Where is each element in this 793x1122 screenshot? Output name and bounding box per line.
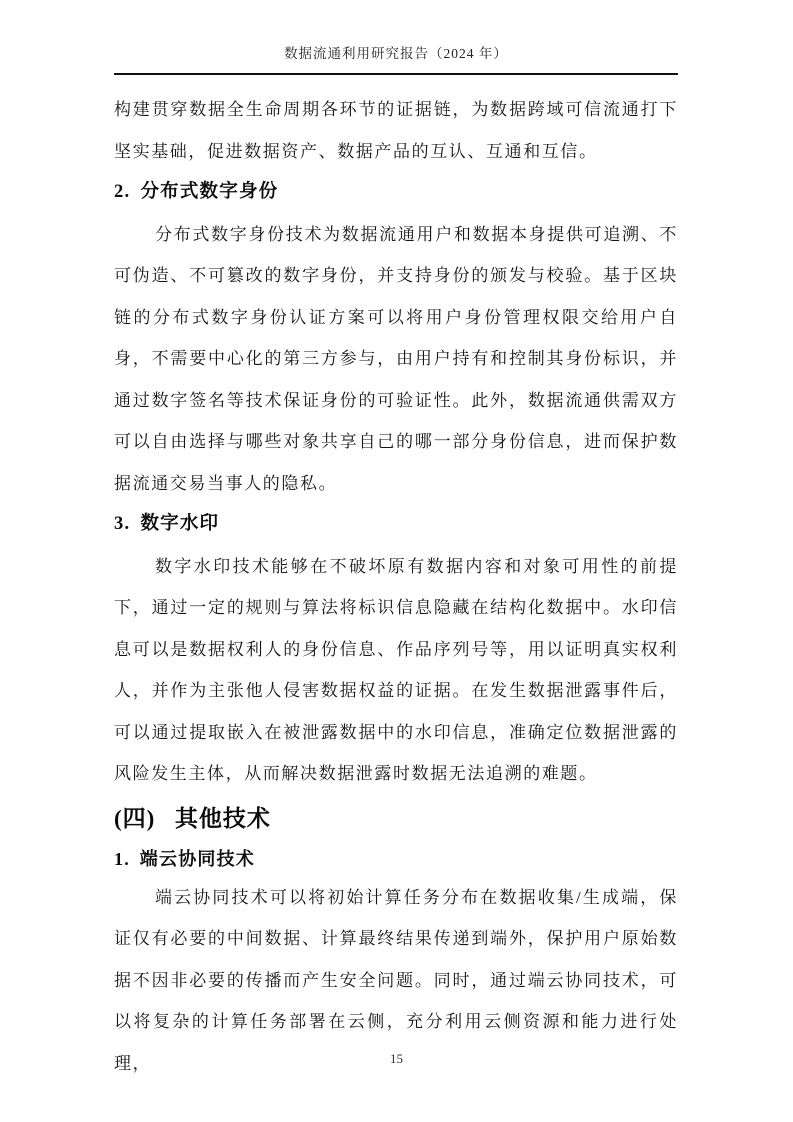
heading-label: 数字水印 [140,514,220,534]
heading-number: 1. [114,848,130,869]
heading-watermark [114,504,678,546]
paragraph-cloud-edge: 端云协同技术可以将初始计算任务分布在数据收集/生成端，保证仅有必要的中间数据、计算最终结果传递到端外，保护用户原始数据不因非必要的传播而产生安全问题。同时，通过端云协同技术，可以将复杂的计算任务部署在云侧，充分利用云侧资源和能力进行处理， [114,887,678,1073]
paragraph-watermark: 数字水印技术能够在不破坏原有数据内容和对象可用性的前提下，通过一定的规则与算法将标识信息隐藏在结构化数据中。水印信息可以是数据权利人的身份信息、作品序列号等，用以证明真实权利人，并作为主张他人侵害数据权益的证据。在发生数据泄露事件后，可以通过提取嵌入在被泄露数据中的水印信息，准确定位数据泄露的风险发生主体，从而解决数据泄露时数据无法追溯的难题。 [114,556,678,783]
heading-distributed-identity [114,172,678,214]
heading-label: 分布式数字身份 [140,182,279,202]
heading-number: 2. [114,182,131,202]
heading-number: 3. [114,514,131,534]
page-header [114,44,678,75]
intro-paragraph: 构建贯穿数据全生命周期各环节的证据链，为数据跨域可信流通打下坚实基础，促进数据资产、数据产品的互认、互通和互信。 [114,100,678,161]
heading-other-tech [114,797,678,841]
paragraph-distributed-identity: 分布式数字身份技术为数据流通用户和数据本身提供可追溯、不可伪造、不可篡改的数字身份，并支持身份的颁发与校验。基于区块链的分布式数字身份认证方案可以将用户身份管理权限交给用户自身，不需要中心化的第三方参与，由用户持有和控制其身份标识，并通过数字签名等技术保证身份的可验证性。此外，数据流通供需双方可以自由选择与哪些对象共享自己的哪一部分身份信息，进而保护数据流通交易当事人的隐私。 [114,224,678,493]
page-footer [0,1051,793,1067]
heading-label: 其他技术 [174,805,271,831]
report-title: 数据流通利用研究报告（2024 年） [284,46,508,61]
heading-cloud-edge [114,841,678,877]
heading-number: (四) [114,805,156,831]
page-number: 15 [390,1051,403,1066]
page-body [114,89,678,1084]
heading-label: 端云协同技术 [139,848,255,869]
